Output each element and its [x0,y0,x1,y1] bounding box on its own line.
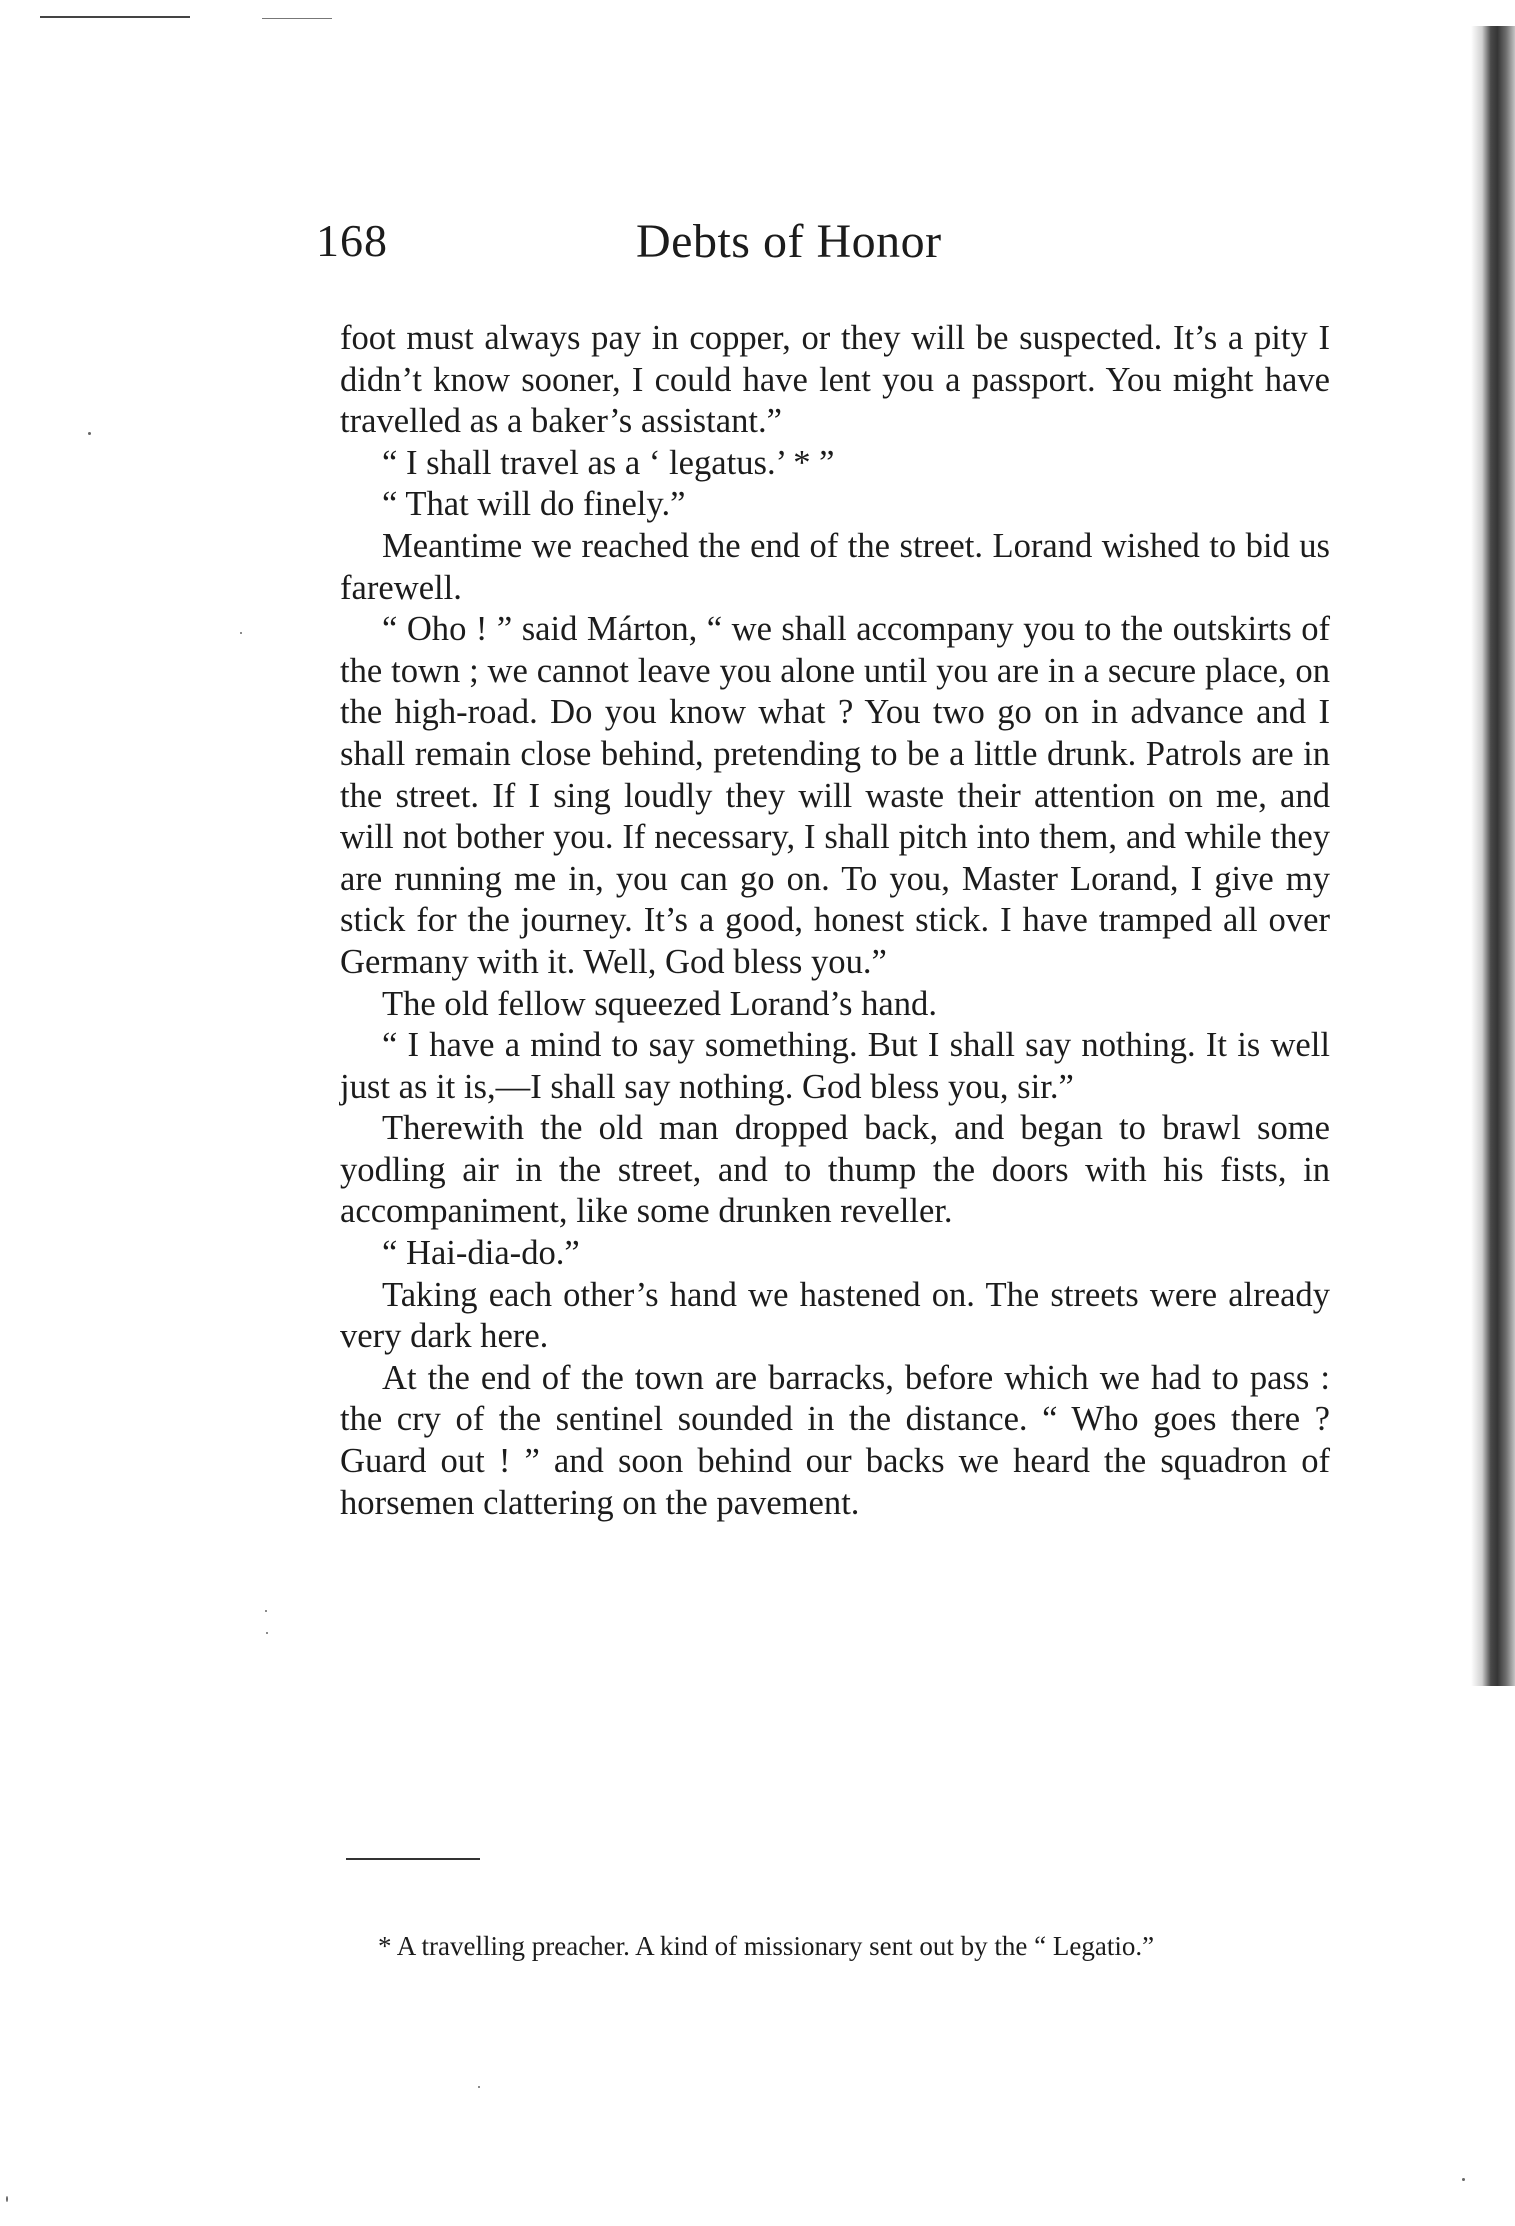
footnote: * A travelling preacher. A kind of missionary sent out by the “ Legatio.” [378,1931,1155,1961]
page-number: 168 [316,215,388,266]
paragraph: “ That will do finely.” [382,485,686,524]
paragraph: “ Oho ! ” said Márton, “ we shall accompany you to the outskirts of the town ; we cannot leave you alone until you are in a secure place, on the high-road. Do you know what ? You two go on in advance and I shall remain close behind, pretending to be a little drunk. Patrols are in the street. If I sing loudly they will waste their attention on me, and will not bother you. If necessary, I shall pitch into them, and while they are running me in, you can go on. To you, Master Lorand, I give my stick for the journey. It’s a good, honest stick. I have tramped all over Germany with it. Well, God bless you.” [340,610,1330,981]
paragraph: At the end of the town are barracks, before which we had to pass : the cry of the sentinel sounded in the distance. “ Who goes there ? Guard out ! ” and soon behind our backs we heard the squadron of horsemen clattering on the pavement. [340,1358,1330,1522]
scan-speck [88,432,91,435]
scan-binding-edge [1471,26,1515,1686]
paragraph: The old fellow squeezed Lorand’s hand. [382,984,937,1023]
scan-artifact-rule [262,18,332,19]
scan-artifact-rule [40,16,190,18]
paragraph: “ Hai-dia-do.” [382,1234,580,1273]
scan-speck [266,1632,268,1634]
paragraph: Meantime we reached the end of the street. Lorand wished to bid us farewell. [340,526,1330,607]
scan-speck [478,2086,480,2088]
scan-speck [240,632,242,634]
footnote-divider [346,1858,480,1860]
paragraph: foot must always pay in copper, or they will be suspected. It’s a pity I didn’t know sooner, I could have lent you a passport. You might have travelled as a baker’s assistant.” [340,319,1330,441]
paragraph: Taking each other’s hand we hastened on. The streets were already very dark here. [340,1275,1330,1356]
running-header [316,214,1326,274]
paragraph: “ I shall travel as a ‘ legatus.’ * ” [382,443,835,482]
running-title: Debts of Honor [636,215,942,268]
body-text [340,318,1330,1524]
paragraph: “ I have a mind to say something. But I shall say nothing. It is well just as it is,—I shall say nothing. God bless you, sir.” [340,1026,1330,1106]
scan-speck [265,1610,267,1612]
paragraph: Therewith the old man dropped back, and began to brawl some yodling air in the street, and to thump the doors with his fists, in accompaniment, like some drunken reveller. [340,1109,1330,1231]
scan-speck [6,2196,8,2202]
scan-speck [1462,2178,1465,2181]
